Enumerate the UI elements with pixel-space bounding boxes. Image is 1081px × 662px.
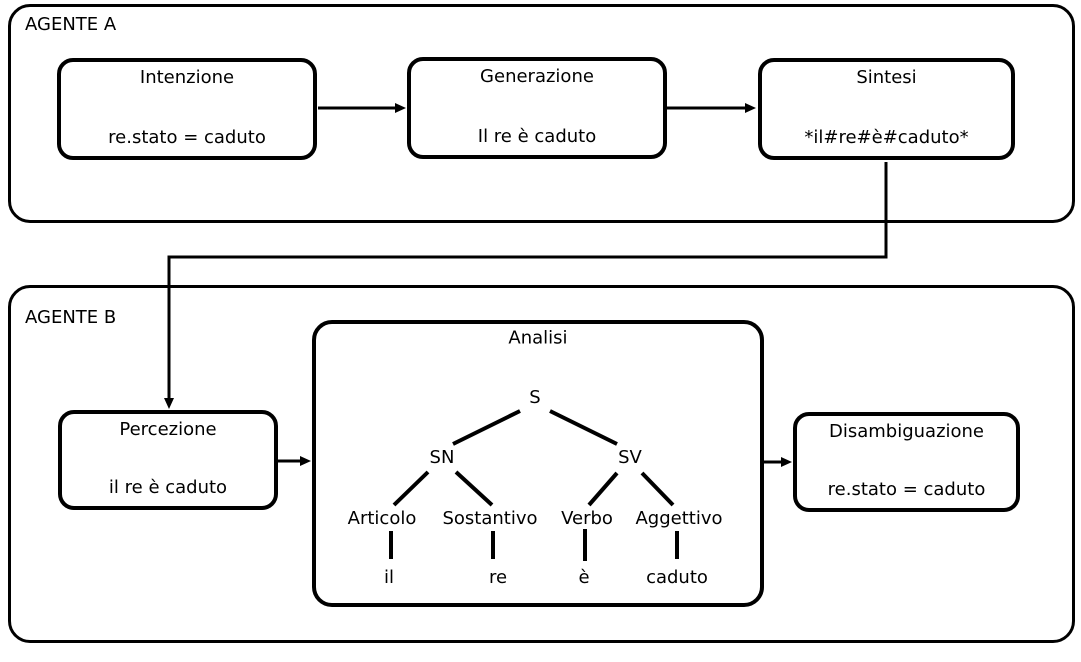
percezione-value: il re è caduto bbox=[108, 477, 228, 498]
intenzione-value: re.stato = caduto bbox=[108, 127, 266, 148]
edge-sv-aggettivo bbox=[642, 473, 673, 505]
tree-leaf-verbo: Verbo bbox=[561, 508, 613, 529]
sintesi-title: Sintesi bbox=[856, 67, 917, 88]
percezione-title: Percezione bbox=[119, 419, 217, 440]
disambiguazione-value: re.stato = caduto bbox=[827, 479, 986, 500]
tree-word-il: il bbox=[383, 567, 395, 588]
agent-b-label: AGENTE B bbox=[25, 307, 117, 328]
tree-leaf-articolo: Articolo bbox=[347, 508, 417, 529]
disambiguazione-title: Disambiguazione bbox=[828, 421, 985, 442]
tree-node-sn: SN bbox=[429, 447, 455, 468]
stage-disambiguazione bbox=[793, 412, 1020, 512]
agent-b-container bbox=[8, 285, 1075, 643]
edge-sn-articolo bbox=[394, 472, 428, 505]
tree-word-caduto: caduto bbox=[646, 567, 708, 588]
sintesi-value: *il#re#è#caduto* bbox=[804, 127, 969, 148]
stage-generazione bbox=[407, 57, 667, 159]
generazione-title: Generazione bbox=[480, 66, 594, 87]
tree-word-e: è bbox=[578, 567, 590, 588]
edge-sn-sostantivo bbox=[456, 472, 492, 505]
tree-word-re: re bbox=[488, 567, 508, 588]
agent-a-container bbox=[8, 4, 1075, 223]
stage-sintesi bbox=[758, 58, 1015, 160]
analisi-title: Analisi bbox=[508, 327, 568, 349]
tree-leaf-sostantivo: Sostantivo bbox=[442, 508, 538, 529]
stage-percezione bbox=[58, 410, 278, 510]
tree-node-sv: SV bbox=[618, 447, 642, 468]
edge-sv-verbo bbox=[589, 473, 617, 505]
agent-a-label: AGENTE A bbox=[25, 14, 117, 35]
tree-leaf-aggettivo: Aggettivo bbox=[635, 508, 723, 529]
stage-intenzione bbox=[57, 58, 317, 160]
syntax-tree-lines bbox=[316, 324, 760, 603]
tree-node-s: S bbox=[529, 387, 541, 408]
intenzione-title: Intenzione bbox=[139, 67, 235, 88]
edge-s-sv bbox=[550, 411, 617, 444]
edge-s-sn bbox=[453, 411, 520, 444]
generazione-value: Il re è caduto bbox=[477, 126, 597, 147]
stage-analisi bbox=[312, 320, 764, 607]
